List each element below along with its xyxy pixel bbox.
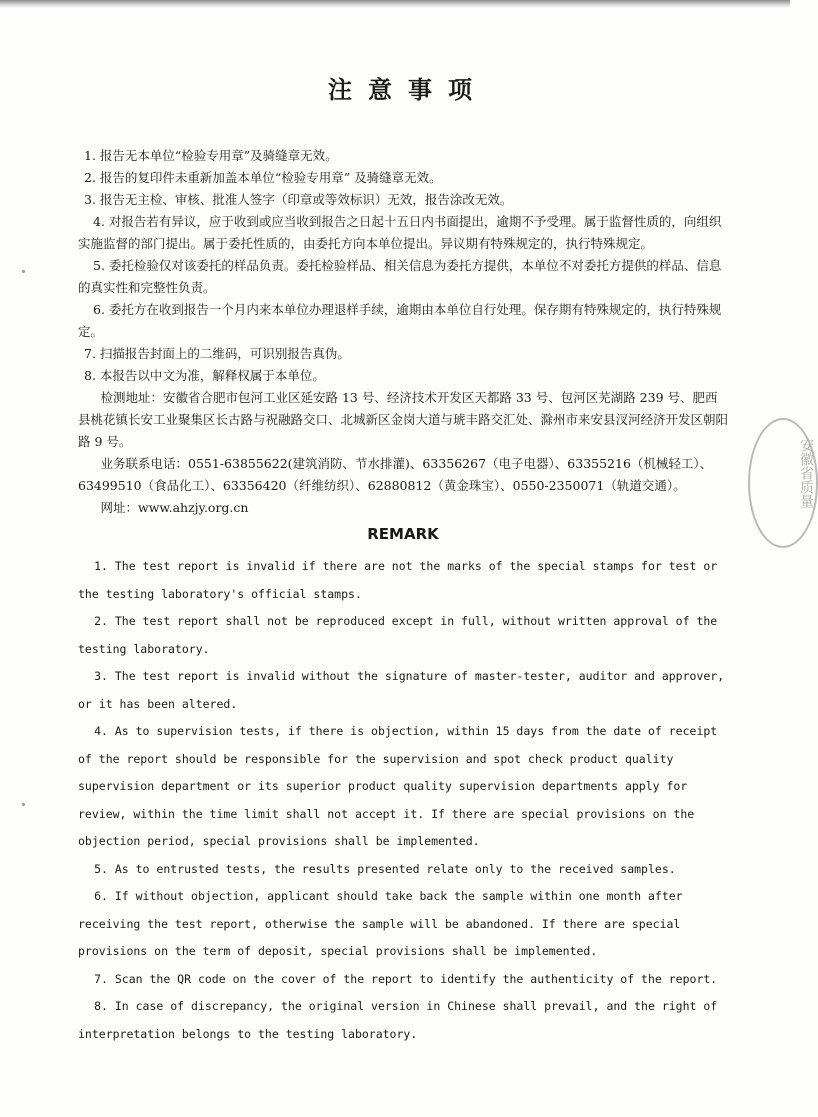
remark-heading: REMARK — [367, 525, 439, 543]
cn-item-3: 3. 报告无主检、审核、批准人签字（印章或等效标识）无效，报告涂改无效。 — [84, 192, 513, 207]
seal-stamp: 安徽省质量 — [748, 418, 818, 548]
cn-item-4: 4. 对报告若有异议，应于收到或应当收到报告之日起十五日内书面提出，逾期不予受理。属于监督性质的，向组织实施监督的部门提出。属于委托性质的，由委托方向本单位提出。异议期有特殊规定的，执行特殊规定。 — [78, 214, 722, 251]
cn-item-7: 7. 扫描报告封面上的二维码，可识别报告真伪。 — [84, 346, 350, 361]
cn-item-6: 6. 委托方在收到报告一个月内来本单位办理退样手续，逾期由本单位自行处理。保存期有特殊规定的，执行特殊规定。 — [78, 302, 722, 339]
notice-page — [78, 70, 728, 1048]
english-remark-list — [78, 553, 728, 1048]
cn-item-5: 5. 委托检验仅对该委托的样品负责。委托检验样品、相关信息为委托方提供，本单位不对委托方提供的样品、信息的真实性和完整性负责。 — [78, 258, 722, 295]
en-item-5: 5. As to entrusted tests, the results presented relate only to the received samples. — [94, 861, 676, 876]
chinese-notice-list — [78, 145, 728, 519]
en-item-7: 7. Scan the QR code on the cover of the report to identify the authenticity of the report. — [94, 971, 718, 986]
en-item-2: 2. The test report shall not be reproduced except in full, without written approval of the testing laboratory. — [78, 614, 718, 656]
en-item-4: 4. As to supervision tests, if there is objection, within 15 days from the date of receipt of the report should be responsible for the supervision and spot check product quality supervision department or its superior product quality supervision departments apply for review, within the time limit shall not accept it. If there are special provisions on the objection period, special provisions shall be implemented. — [78, 724, 718, 848]
scan-speck — [22, 270, 25, 273]
website: 网址：www.ahzjy.org.cn — [100, 500, 249, 515]
en-item-1: 1. The test report is invalid if there are not the marks of the special stamps for test or the testing laboratory's official stamps. — [78, 559, 718, 601]
en-item-6: 6. If without objection, applicant should take back the sample within one month after receiving the test report, otherwise the sample will be abandoned. If there are special provisions on the term of deposit, special provisions shall be implemented. — [78, 889, 683, 958]
scan-top-edge — [0, 0, 790, 8]
en-item-8: 8. In case of discrepancy, the original version in Chinese shall prevail, and the right of interpretation belongs to the testing laboratory. — [78, 999, 718, 1041]
en-item-3: 3. The test report is invalid without the signature of master-tester, auditor and approver, or it has been altered. — [78, 669, 725, 711]
scan-speck — [22, 803, 25, 806]
cn-item-8: 8. 本报告以中文为准，解释权属于本单位。 — [84, 368, 325, 383]
cn-item-2: 2. 报告的复印件未重新加盖本单位“检验专用章” 及骑缝章无效。 — [84, 170, 442, 185]
page-title: 注意事项 — [328, 76, 488, 104]
cn-item-1: 1. 报告无本单位“检验专用章”及骑缝章无效。 — [84, 148, 338, 163]
test-address: 检测地址：安徽省合肥市包河工业区延安路 13 号、经济技术开发区天都路 33 号、包河区芜湖路 239 号、肥西县桃花镇长安工业聚集区长古路与祝融路交口、北城新区金岗大道与琥丰路交汇处、滁州市来安县汊河经济开发区朝阳路 9 号。 — [78, 390, 729, 449]
business-phones: 业务联系电话：0551-63855622(建筑消防、节水排灌)、63356267（电子电器）、63355216（机械轻工）、63499510（食品化工）、63356420（纤维纺织）、62880812（黄金珠宝）、0550-2350071（轨道交通）。 — [78, 456, 713, 493]
